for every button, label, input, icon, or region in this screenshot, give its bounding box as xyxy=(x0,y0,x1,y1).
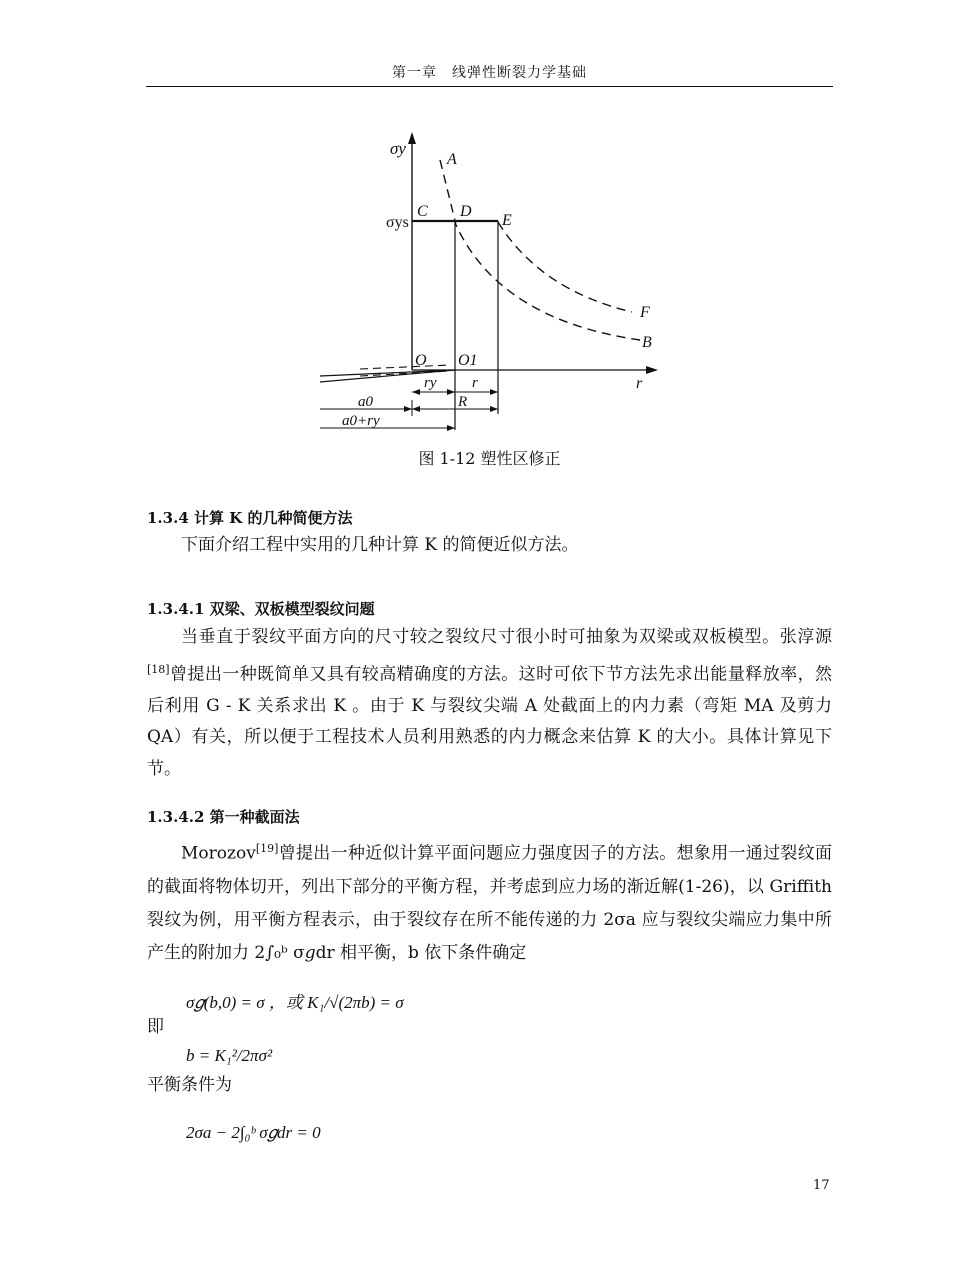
label-b: B xyxy=(642,334,652,351)
sigma-y-label: σy xyxy=(390,139,406,158)
a0-label: a0 xyxy=(358,394,373,410)
r-axis-label: r xyxy=(636,375,643,392)
morozov-text: Morozov xyxy=(181,843,256,864)
a0-ry-label: a0+ry xyxy=(342,413,380,429)
section-1-3-4-1-paragraph xyxy=(147,622,832,785)
section-intro: 下面介绍工程中实用的几种计算 K 的简便近似方法。 xyxy=(181,535,579,555)
section-1-3-4-2-paragraph xyxy=(147,832,832,970)
label-e: E xyxy=(502,212,512,229)
sigma-ys-label: σys xyxy=(386,214,409,231)
equation-3: 2σa − 2∫₀ᵇ σ𝑔dr = 0 xyxy=(186,1123,321,1142)
r-axis-arrow xyxy=(646,366,658,374)
label-f: F xyxy=(640,304,650,321)
para-text-1: 当垂直于裂纹平面方向的尺寸较之裂纹尺寸很小时可抽象为双梁或双板模型。张淳源 xyxy=(181,627,832,647)
section-heading-1-3-4: 1.3.4 计算 K 的几种简便方法 xyxy=(147,509,353,527)
ref-19[interactable]: [19] xyxy=(255,842,279,855)
figure-caption: 图 1-12 塑性区修正 xyxy=(418,449,561,468)
page-header: 第一章 线弹性断裂力学基础 xyxy=(392,65,587,81)
curve-a-b xyxy=(440,160,640,340)
section-heading-1-3-4-1: 1.3.4.1 双梁、双板模型裂纹问题 xyxy=(147,600,375,618)
plastic-zone-figure xyxy=(300,130,680,440)
ry-label: ry xyxy=(424,375,437,391)
sigma-axis-arrow xyxy=(408,132,416,144)
crack-dashed-upper xyxy=(360,365,450,369)
label-o: O xyxy=(415,352,427,369)
ji-label: 即 xyxy=(147,1017,164,1037)
page-number: 17 xyxy=(813,1178,830,1193)
ref-18[interactable]: [18] xyxy=(147,662,170,676)
curve-e-f xyxy=(498,222,632,312)
label-o1: O1 xyxy=(458,352,478,369)
label-d: D xyxy=(460,203,472,220)
label-a: A xyxy=(447,151,457,168)
para-text-2: 曾提出一种既简单又具有较高精确度的方法。这时可依下节方法先求出能量释放率，然后利用 G - K 关系求出 K 。由于 K 与裂纹尖端 A 处截面上的内力素（弯矩 MA 及剪力 QA）有关，所以便于工程技术人员利用熟悉的内力概念来估算 K 的大小。具体计算见下节。 xyxy=(147,664,832,779)
r-label: r xyxy=(472,375,478,391)
figure-svg xyxy=(300,130,680,440)
label-c: C xyxy=(417,203,428,220)
equation-2: b = K₁²/2πσ² xyxy=(186,1046,273,1065)
equation-1: σ𝑔(b,0) = σ ，或 K₁/√(2πb) = σ xyxy=(186,993,404,1012)
big-r-label: R xyxy=(458,394,468,410)
balance-label: 平衡条件为 xyxy=(147,1075,232,1095)
para-text-3: 曾提出一种近似计算平面问题应力强度因子的方法。想象用一通过裂纹面的截面将物体切开，列出下部分的平衡方程，并考虑到应力场的渐近解(1-26)，以 Griffith 裂纹为例，用平衡方程表示，由于裂纹存在所不能传递的力 2σa 应与裂纹尖端应力集中所产生的附加力 2∫₀ᵇ σ𝑔dr 相平衡，b 依下条件确定 xyxy=(147,843,832,963)
section-heading-1-3-4-2: 1.3.4.2 第一种截面法 xyxy=(147,808,300,826)
header-rule xyxy=(146,86,833,87)
